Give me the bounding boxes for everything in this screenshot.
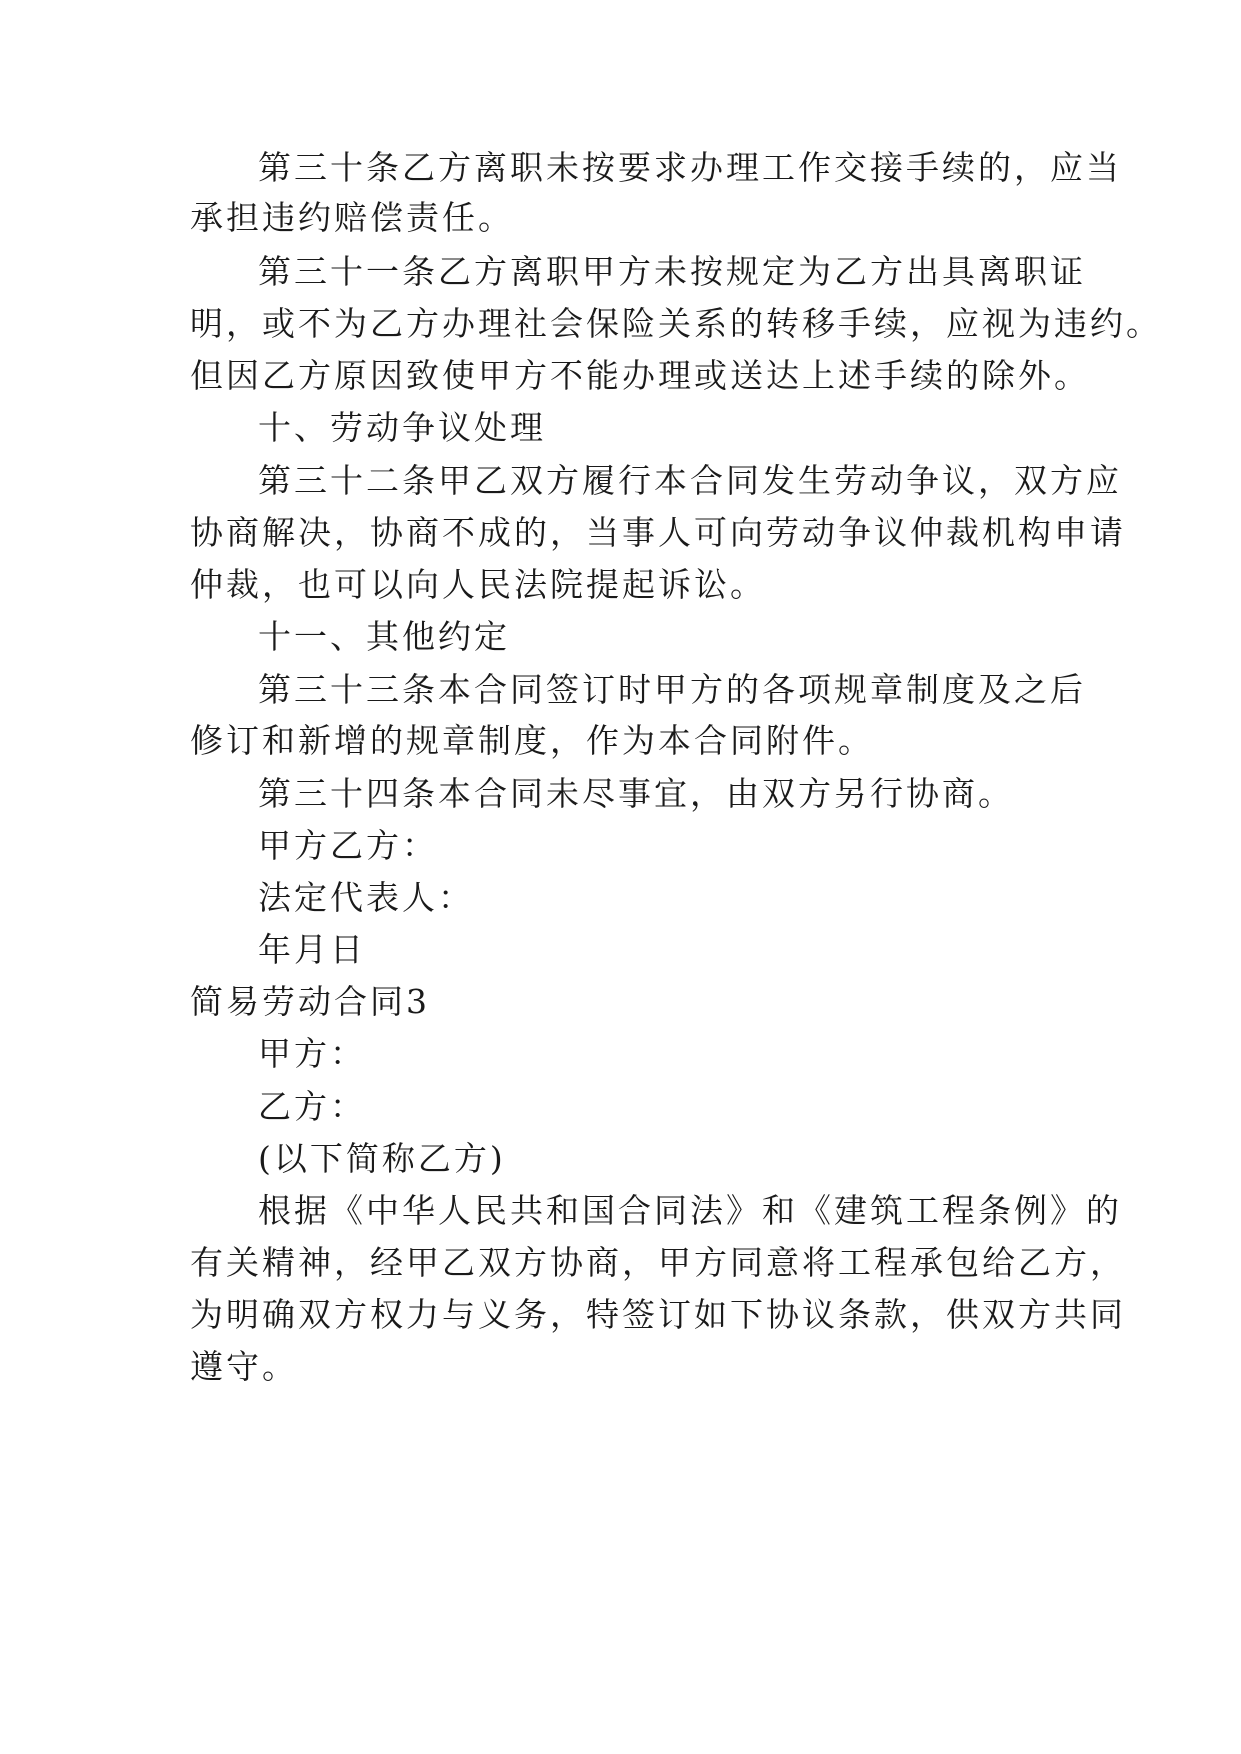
article-31-line-1: 第三十一条乙方离职甲方未按规定为乙方出具离职证	[258, 252, 1086, 291]
preamble-line-1: 根据《中华人民共和国合同法》和《建筑工程条例》的	[258, 1191, 1122, 1230]
preamble-line-3: 为明确双方权力与义务，特签订如下协议条款，供双方共同	[190, 1295, 1126, 1334]
contract-3-title: 简易劳动合同3	[190, 982, 430, 1021]
party-b-abbreviation: (以下简称乙方)	[258, 1139, 506, 1178]
article-33-line-1: 第三十三条本合同签订时甲方的各项规章制度及之后	[258, 670, 1086, 709]
article-32-line-3: 仲裁，也可以向人民法院提起诉讼。	[190, 565, 766, 604]
article-32-line-2: 协商解决，协商不成的，当事人可向劳动争议仲裁机构申请	[190, 513, 1126, 552]
section-10-heading: 十、劳动争议处理	[258, 408, 546, 447]
preamble-line-4: 遵守。	[190, 1347, 298, 1386]
party-a-line: 甲方：	[258, 1034, 366, 1073]
party-signature-line: 甲方乙方：	[258, 826, 438, 865]
article-30-line-1: 第三十条乙方离职未按要求办理工作交接手续的，应当	[258, 148, 1122, 187]
party-b-line: 乙方：	[258, 1087, 366, 1126]
article-33-line-2: 修订和新增的规章制度，作为本合同附件。	[190, 721, 874, 760]
article-34-line: 第三十四条本合同未尽事宜，由双方另行协商。	[258, 774, 1014, 813]
article-32-line-1: 第三十二条甲乙双方履行本合同发生劳动争议，双方应	[258, 461, 1122, 500]
section-11-heading: 十一、其他约定	[258, 617, 510, 656]
preamble-line-2: 有关精神，经甲乙双方协商，甲方同意将工程承包给乙方，	[190, 1243, 1126, 1282]
article-31-line-3: 但因乙方原因致使甲方不能办理或送达上述手续的除外。	[190, 356, 1090, 395]
legal-representative-line: 法定代表人：	[258, 878, 474, 917]
article-30-line-2: 承担违约赔偿责任。	[190, 198, 514, 237]
article-31-line-2: 明，或不为乙方办理社会保险关系的转移手续，应视为违约。	[190, 304, 1162, 343]
date-line: 年月日	[258, 930, 366, 969]
